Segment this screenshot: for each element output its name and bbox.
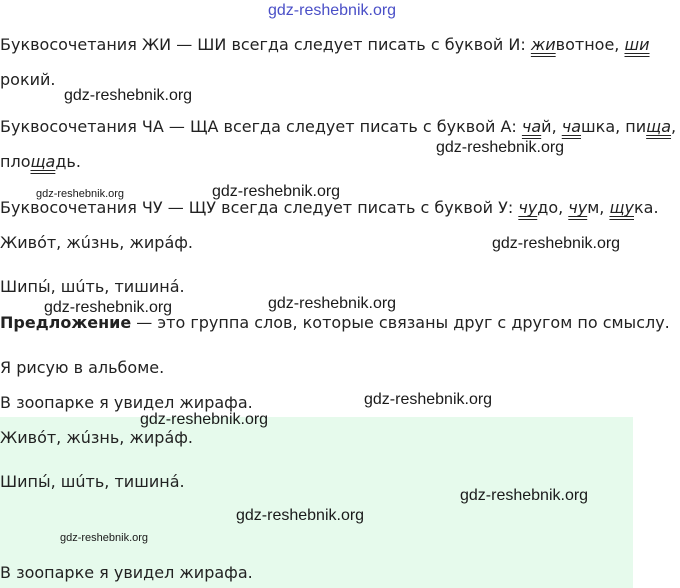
rule-cha-shcha-line1: Буквосочетания ЧА — ЩА всегда следует писать с буквой А: чай, чашка, пища, [0,117,677,136]
sentence-2: В зоопарке я увидел жирафа. [0,393,253,412]
answer-line-1: Живóт, жúзнь, жирáф. [0,428,194,447]
definition-term: Предложение [0,313,132,332]
watermark: gdz-reshebnik.org [140,411,269,428]
watermark: gdz-reshebnik.org [64,87,193,104]
example-line-1: Живóт, жúзнь, жирáф. [0,233,194,252]
rule-chu-shchu: Буквосочетания ЧУ — ЩУ всегда следует писать с буквой У: чудо, чум, щука. [0,198,659,217]
watermark: gdz-reshebnik.org [44,299,173,316]
sentence-1: Я рисую в альбоме. [0,358,165,377]
watermark: gdz-reshebnik.org [36,188,125,200]
watermark: gdz-reshebnik.org [212,183,341,200]
rule-zhi-shi-line2: рокий. [0,70,56,89]
rule-cha-shcha-line2: площадь. [0,152,81,171]
watermark: gdz-reshebnik.org [236,507,365,524]
watermark: gdz-reshebnik.org [268,295,397,312]
watermark: gdz-reshebnik.org [460,487,589,504]
watermark: gdz-reshebnik.org [60,532,149,544]
watermark: gdz-reshebnik.org [492,235,621,252]
watermark: gdz-reshebnik.org [436,139,565,156]
answer-line-3: В зоопарке я увидел жирафа. [0,563,253,582]
watermark: gdz-reshebnik.org [364,391,493,408]
answer-line-2: Шипы́, шúть, тишинá. [0,472,185,491]
definition: Предложение — это группа слов, которые связаны друг с другом по смыслу. [0,313,670,332]
rule-zhi-shi-line1: Буквосочетания ЖИ — ШИ всегда следует писать с буквой И: животное, ши [0,35,650,54]
example-line-2: Шипы́, шúть, тишинá. [0,277,185,296]
watermark: gdz-reshebnik.org [268,2,397,19]
